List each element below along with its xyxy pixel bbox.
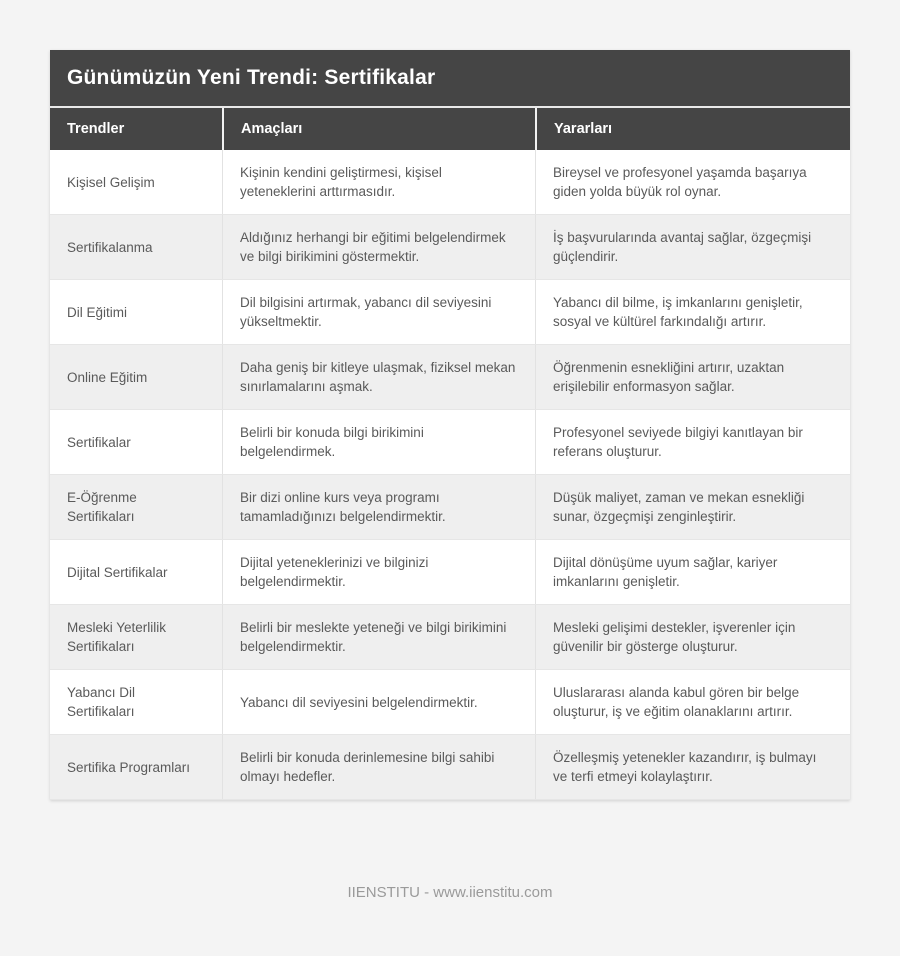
table-row [50, 475, 850, 540]
page-title: Günümüzün Yeni Trendi: Sertifikalar [67, 66, 436, 89]
amac-cell [222, 280, 535, 344]
table-row [50, 280, 850, 345]
amac-text: Dijital yeteneklerinizi ve bilginizi belgelendirmektir. [240, 555, 429, 589]
table-row [50, 540, 850, 605]
trend-cell [50, 410, 222, 474]
trend-cell [50, 475, 222, 539]
trend-cell [50, 215, 222, 279]
trend-text: Online Eğitim [67, 369, 148, 385]
amac-cell [222, 215, 535, 279]
column-header-yararlari: Yararları [535, 108, 850, 150]
table-header-row [50, 108, 850, 150]
certificates-table-card [50, 50, 850, 800]
yarar-cell [535, 345, 850, 409]
amac-cell [222, 540, 535, 604]
yarar-text: Bireysel ve profesyonel yaşamda başarıya giden yolda büyük rol oynar. [553, 165, 807, 199]
table-row [50, 670, 850, 735]
amac-text: Aldığınız herhangi bir eğitimi belgelendirmek ve bilgi birikimini göstermektir. [240, 230, 506, 264]
amac-cell [222, 605, 535, 669]
yarar-cell [535, 540, 850, 604]
yarar-cell [535, 150, 850, 214]
table-row [50, 605, 850, 670]
yarar-cell [535, 475, 850, 539]
amac-text: Bir dizi online kurs veya programı tamamladığınızı belgelendirmektir. [240, 490, 446, 524]
yarar-text: Yabancı dil bilme, iş imkanlarını genişletir, sosyal ve kültürel farkındalığı artırır. [553, 295, 803, 329]
yarar-text: Öğrenmenin esnekliğini artırır, uzaktan erişilebilir enformasyon sağlar. [553, 360, 785, 394]
amac-text: Belirli bir konuda bilgi birikimini belgelendirmek. [240, 425, 424, 459]
trend-text: Sertifika Programları [67, 759, 191, 775]
amac-cell [222, 150, 535, 214]
trend-text: Mesleki Yeterlilik Sertifikaları [67, 620, 167, 654]
amac-text: Daha geniş bir kitleye ulaşmak, fiziksel mekan sınırlamalarını aşmak. [240, 360, 516, 394]
yarar-cell [535, 735, 850, 799]
trend-cell [50, 540, 222, 604]
column-header-trendler: Trendler [67, 121, 125, 137]
trend-cell [50, 605, 222, 669]
trend-cell [50, 670, 222, 734]
amac-cell [222, 475, 535, 539]
yarar-text: Profesyonel seviyede bilgiyi kanıtlayan bir referans oluşturur. [553, 425, 803, 459]
yarar-text: İş başvurularında avantaj sağlar, özgeçmişi güçlendirir. [553, 230, 812, 264]
amac-cell [222, 670, 535, 734]
trend-cell [50, 280, 222, 344]
amac-cell [222, 735, 535, 799]
table-title-bar [50, 50, 850, 108]
trend-text: Sertifikalanma [67, 239, 153, 255]
amac-text: Kişinin kendini geliştirmesi, kişisel yeteneklerini arttırmasıdır. [240, 165, 442, 199]
yarar-cell [535, 215, 850, 279]
trend-text: Sertifikalar [67, 434, 131, 450]
trend-text: E-Öğrenme Sertifikaları [67, 490, 137, 524]
table-body [50, 150, 850, 800]
yarar-cell [535, 410, 850, 474]
table-row [50, 345, 850, 410]
amac-text: Yabancı dil seviyesini belgelendirmektir. [240, 694, 478, 710]
yarar-text: Özelleşmiş yetenekler kazandırır, iş bulmayı ve terfi etmeyi kolaylaştırır. [553, 750, 817, 784]
trend-text: Dijital Sertifikalar [67, 564, 168, 580]
yarar-text: Uluslararası alanda kabul gören bir belge oluşturur, iş ve eğitim olanaklarını artırır. [553, 685, 800, 719]
table-row [50, 410, 850, 475]
trend-text: Kişisel Gelişim [67, 174, 155, 190]
amac-text: Dil bilgisini artırmak, yabancı dil seviyesini yükseltmektir. [240, 295, 492, 329]
trend-cell [50, 735, 222, 799]
amac-text: Belirli bir konuda derinlemesine bilgi sahibi olmayı hedefler. [240, 750, 495, 784]
yarar-cell [535, 670, 850, 734]
trend-text: Dil Eğitimi [67, 304, 128, 320]
yarar-text: Dijital dönüşüme uyum sağlar, kariyer imkanlarını genişletir. [553, 555, 778, 589]
yarar-cell [535, 280, 850, 344]
amac-cell [222, 410, 535, 474]
yarar-text: Düşük maliyet, zaman ve mekan esnekliği sunar, özgeçmişi zenginleştirir. [553, 490, 805, 524]
table-row [50, 735, 850, 800]
trend-text: Yabancı Dil Sertifikaları [67, 685, 136, 719]
table-row [50, 150, 850, 215]
amac-cell [222, 345, 535, 409]
trend-cell [50, 345, 222, 409]
amac-text: Belirli bir meslekte yeteneği ve bilgi birikimini belgelendirmektir. [240, 620, 507, 654]
column-header-amaclari: Amaçları [222, 108, 535, 150]
footer-credit: IIENSTITU - www.iienstitu.com [347, 884, 553, 901]
table-row [50, 215, 850, 280]
yarar-text: Mesleki gelişimi destekler, işverenler için güvenilir bir gösterge oluşturur. [553, 620, 796, 654]
trend-cell [50, 150, 222, 214]
yarar-cell [535, 605, 850, 669]
